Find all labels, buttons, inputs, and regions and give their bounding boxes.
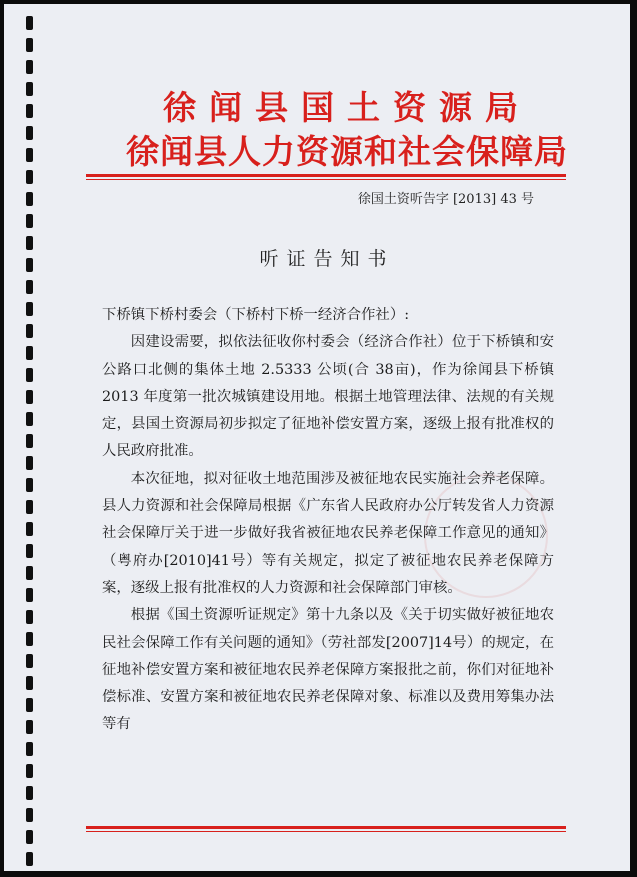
binding-hole — [26, 654, 33, 668]
document-title: 听证告知书 — [259, 248, 395, 270]
letterhead-rule-thick — [86, 174, 566, 177]
addressee: 下桥镇下桥村委会（下桥村下桥一经济合作社）: — [102, 307, 410, 323]
binding-hole — [26, 368, 33, 382]
binding-hole — [26, 478, 33, 492]
binding-hole — [26, 38, 33, 52]
binding-hole — [26, 698, 33, 712]
binding-hole — [26, 852, 33, 866]
binding-hole — [26, 566, 33, 580]
binding-hole — [26, 302, 33, 316]
letterhead-issuer-2: 徐闻县人力资源和社会保障局 — [126, 132, 568, 171]
document-page — [4, 4, 630, 871]
binding-hole — [26, 544, 33, 558]
binding-hole — [26, 412, 33, 426]
footer-rule-thin — [86, 831, 566, 832]
paragraph-2: 本次征地，拟对征收土地范围涉及被征地农民实施社会养老保障。县人力资源和社会保障局根据《广东省人民政府办公厅转发省人力资源社会保障厅关于进一步做好我省被征地农民养老保障工作意见的通知》（粤府办[2010]41号）等有关规定，拟定了被征地农民养老保障方案，逐级上报有批准权的人力资源和社会保障部门审核。 — [102, 470, 554, 596]
document-body — [102, 302, 554, 739]
binding-hole — [26, 214, 33, 228]
binding-hole — [26, 456, 33, 470]
binding-hole — [26, 808, 33, 822]
binding-hole — [26, 786, 33, 800]
binding-hole — [26, 522, 33, 536]
binding-hole — [26, 192, 33, 206]
binding-hole — [26, 346, 33, 360]
binding-hole — [26, 676, 33, 690]
letterhead-rule-thin — [86, 179, 566, 180]
document-number: 徐国土资听告字 [2013] 43 号 — [357, 192, 534, 207]
binding-hole — [26, 720, 33, 734]
binding-hole — [26, 588, 33, 602]
letterhead-issuer-1: 徐闻县国土资源局 — [163, 88, 531, 127]
binding-hole — [26, 280, 33, 294]
binding-hole — [26, 434, 33, 448]
binding-hole — [26, 60, 33, 74]
binding-hole — [26, 324, 33, 338]
paragraph-1: 因建设需要，拟依法征收你村委会（经济合作社）位于下桥镇和安公路口北侧的集体土地 2.5333 公顷(合 38亩)，作为徐闻县下桥镇 2013 年度第一批次城镇建设用地。根据土地管理法律、法规的有关规定，县国土资源局初步拟定了征地补偿安置方案，逐级上报有批准权的人民政府批准。 — [102, 334, 554, 460]
footer-rule-thick — [86, 826, 566, 829]
paragraph-3: 根据《国土资源听证规定》第十九条以及《关于切实做好被征地农民社会保障工作有关问题的通知》（劳社部发[2007]14号）的规定，在征地补偿安置方案和被征地农民养老保障方案报批之前，你们对征地补偿标准、安置方案和被征地农民养老保障对象、标准以及费用筹集办法等有 — [102, 607, 554, 733]
binding-hole — [26, 500, 33, 514]
binding-hole — [26, 764, 33, 778]
binding-hole — [26, 610, 33, 624]
binding-hole — [26, 632, 33, 646]
binding-hole — [26, 16, 33, 30]
binding-hole — [26, 390, 33, 404]
binding-hole — [26, 742, 33, 756]
binding-hole — [26, 830, 33, 844]
